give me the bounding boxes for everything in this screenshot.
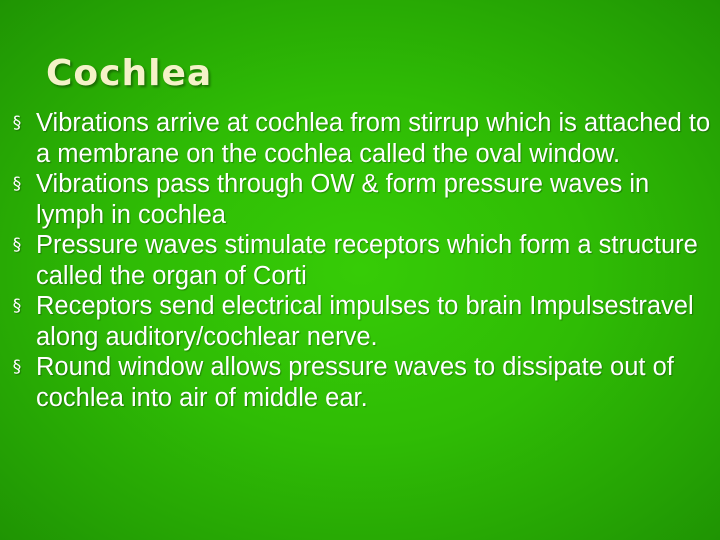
- square-bullet-icon: §: [12, 235, 22, 255]
- bullet-item: [6, 108, 718, 169]
- square-bullet-icon: §: [12, 296, 22, 316]
- bullet-text: Round window allows pressure waves to dissipate out of cochlea into air of middle ear.: [36, 353, 674, 412]
- slide-title: Cochlea: [46, 53, 213, 94]
- bullet-item: [6, 352, 718, 413]
- square-bullet-icon: §: [12, 113, 22, 133]
- bullet-text: Vibrations pass through OW & form pressure waves in lymph in cochlea: [36, 170, 650, 229]
- square-bullet-icon: §: [12, 357, 22, 377]
- bullet-text: Pressure waves stimulate receptors which form a structure called the organ of Corti: [36, 231, 698, 290]
- bullet-item: [6, 230, 718, 291]
- bullet-item: [6, 291, 718, 352]
- bullet-text: Receptors send electrical impulses to brain Impulsestravel along auditory/cochlear nerve.: [36, 292, 694, 351]
- bullet-item: [6, 169, 718, 230]
- bullet-list: [6, 108, 718, 413]
- bullet-text: Vibrations arrive at cochlea from stirrup which is attached to a membrane on the cochlea called the oval window.: [36, 109, 711, 168]
- square-bullet-icon: §: [12, 174, 22, 194]
